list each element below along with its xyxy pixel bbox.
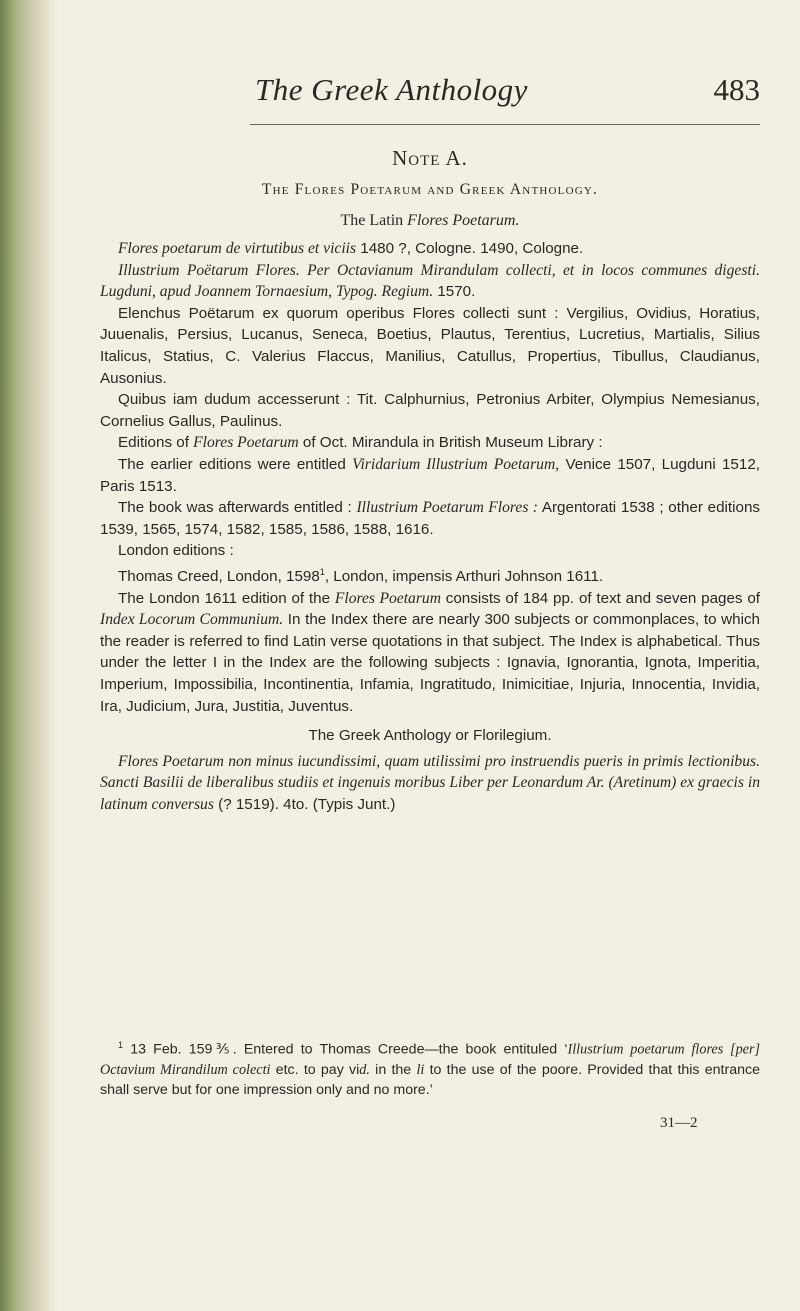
paragraph-10 xyxy=(100,588,760,718)
p12-title: Flores Poetarum non minus iucundissimi, quam utilissimi pro instruendis pueris in primis lectionibus. Sancti Basilii de liberalibus studiis et ingenuis moribus Liber per Leonardum Ar. (Aretinum) ex graecis in latinum conversus xyxy=(100,752,760,813)
p7-title: Illustrium Poetarum Flores : xyxy=(356,499,538,517)
p7-text-a: The book was afterwards entitled : xyxy=(118,499,357,517)
p9-text-a: Thomas Creed, London, 1598 xyxy=(118,567,320,585)
footnote-text-c: in the xyxy=(369,1061,417,1078)
paragraph-6 xyxy=(100,454,760,497)
paragraph-1 xyxy=(100,238,760,260)
p10-text-a: The London 1611 edition of the xyxy=(118,589,335,607)
running-title: The Greek Anthology xyxy=(255,72,528,107)
p6-title: Viridarium Illustrium Poetarum, xyxy=(352,455,560,473)
footnote-abbrev-d: d. xyxy=(359,1061,370,1078)
p5-text-a: Editions of xyxy=(118,434,194,452)
paragraph-2 xyxy=(100,260,760,303)
p10-text-c: In the Index there are nearly 300 subjects or commonplaces, to which the reader is referred to find Latin verse quotations in that subject. The Index is alphabetical. Thus under the letter I in the Index are the following subjects : Ignavia, Ignorantia, Ignota, Imperitia, Imperium, Impossibilia, Incontinentia, Infamia, Ingratitudo, Inimicitiae, Injuria, Innocentia, Invidia, Ira, Judicium, Jura, Justitia, Juventus. xyxy=(100,611,760,715)
footnote-title: Illustrium poetarum flores [per] Octavium Mirandilum colecti xyxy=(100,1041,761,1078)
paragraph-9 xyxy=(100,562,760,588)
paragraph-4: Quibus iam dudum accesserunt : Tit. Calphurnius, Petronius Arbiter, Olympius Nemesianus, Cornelius Gallus, Paulinus. xyxy=(100,391,760,430)
running-head xyxy=(100,72,760,112)
note-heading: Note A. xyxy=(392,146,468,170)
p10-title: Flores Poetarum xyxy=(334,589,441,607)
footnote-text-a: 13 Feb. 159⅗. Entered to Thomas Creede—the book entituled ‘ xyxy=(123,1041,568,1058)
p6-text-b: Venice 1507, Lugduni 1512, Paris 1513. xyxy=(100,455,760,495)
paragraph-12 xyxy=(100,751,760,816)
paragraph-8: London editions : xyxy=(118,542,234,560)
p2-title: Illustrium Poëtarum Flores. Per Octavianum Mirandulam collecti, et in locos communes digesti. Lugduni, apud Joannem Tornaesium, Typog. Regium. xyxy=(100,261,760,301)
book-gutter xyxy=(0,0,58,1311)
footnote-marker: 1 xyxy=(118,1040,124,1050)
p5-text-b: of Oct. Mirandula in British Museum Library : xyxy=(298,434,603,452)
greek-anthology-heading: The Greek Anthology or Florilegium. xyxy=(308,727,552,745)
header-rule xyxy=(250,124,760,125)
footnote-abbrev-li: li xyxy=(416,1061,425,1078)
p6-text-a: The earlier editions were entitled xyxy=(118,455,353,473)
p10-index-title: Index Locorum Communium. xyxy=(100,611,284,629)
footnote-text-b: etc. to pay vi xyxy=(270,1061,360,1078)
page-number: 483 xyxy=(713,72,760,107)
sub-heading-title: Flores Poetarum. xyxy=(407,212,520,229)
p9-footnote-ref: 1 xyxy=(319,566,325,577)
p9-text-b: , London, impensis Arthuri Johnson 1611. xyxy=(324,567,604,585)
paragraph-7 xyxy=(100,497,760,540)
sub-heading-prefix: The Latin xyxy=(340,212,408,229)
p1-text: 1480 ?, Cologne. 1490, Cologne. xyxy=(356,240,584,257)
p2-text: 1570. xyxy=(433,283,476,301)
p12-text: (? 1519). 4to. (Typis Junt.) xyxy=(213,795,396,813)
p10-text-b: consists of 184 pp. of text and seven pages of xyxy=(440,589,760,607)
footnote xyxy=(100,1035,760,1100)
footnote-text-d: to the use of the poore. Provided that this entrance shall serve but for one impression only and no more.’ xyxy=(100,1061,760,1098)
paragraph-3: Elenchus Poëtarum ex quorum operibus Flores collecti sunt : Vergilius, Ovidius, Horatius, Juuenalis, Persius, Lucanus, Seneca, Boetius, Plautus, Terentius, Lucretius, Martialis, Silius Italicus, Statius, C. Valerius Flaccus, Manilius, Catullus, Propertius, Tibullus, Claudianus, Ausonius. xyxy=(100,304,760,387)
body-text xyxy=(100,238,760,816)
sub-heading xyxy=(100,212,760,230)
signature-mark: 31—2 xyxy=(660,1115,698,1131)
p7-text-b: Argentorati 1538 ; other editions 1539, 1565, 1574, 1582, 1585, 1586, 1588, 1616. xyxy=(100,499,760,538)
p5-title: Flores Poetarum xyxy=(193,434,299,452)
paragraph-5 xyxy=(100,432,760,454)
section-heading: The Flores Poetarum and Greek Anthology. xyxy=(261,181,599,198)
p1-title: Flores poetarum de virtutibus et viciis xyxy=(118,240,357,257)
